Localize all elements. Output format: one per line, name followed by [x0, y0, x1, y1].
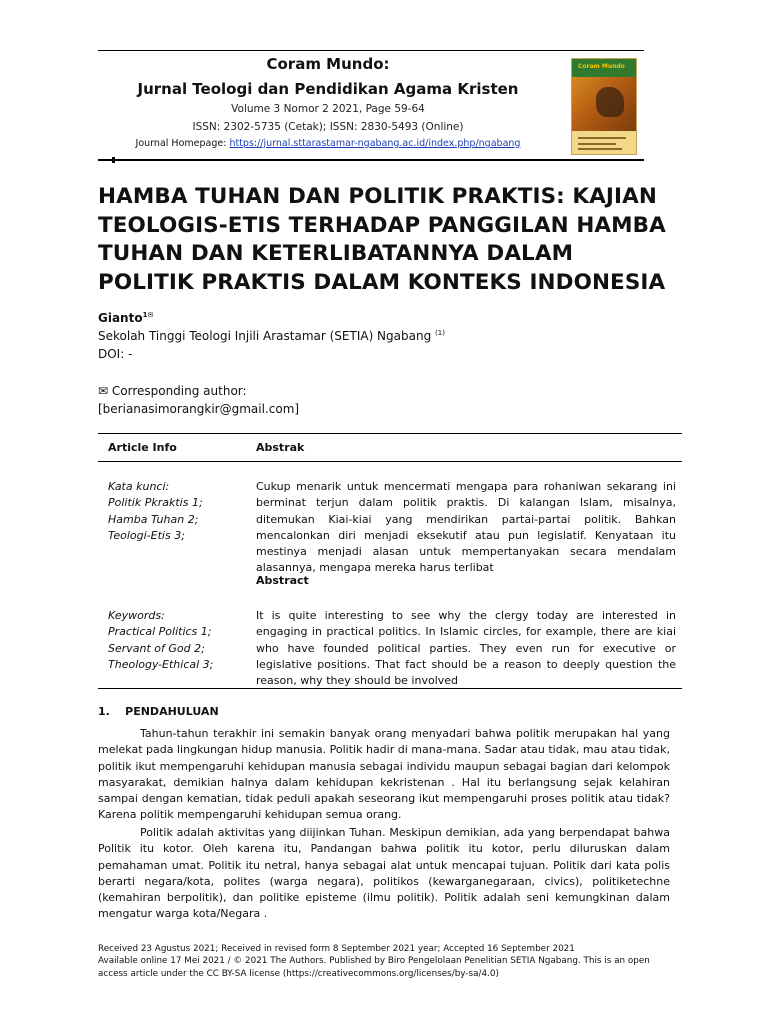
article-title: HAMBA TUHAN DAN POLITIK PRAKTIS: KAJIAN TEOLOGIS-ETIS TERHADAP PANGGILAN HAMBA TUHAN DAN KETERLIBATANNYA DALAM POLITIK PRAKTIS DALAM KONTEKS INDONESIA — [98, 184, 666, 295]
cover-title: Coram Mundo — [578, 63, 625, 70]
journal-cover-image — [571, 58, 637, 155]
author-affiliation — [98, 329, 445, 343]
homepage-label: Journal Homepage: — [135, 138, 227, 149]
abstrak-text: Cukup menarik untuk mencermati mengapa para rohaniwan sekarang ini berminat terjun dalam politik praktis. Di kalangan Islam, misalnya, ditemukan Kiai-kiai yang mendirikan partai-partai politik. Bahkan mencalonkan diri menjadi eksekutif atau pun legislatif. Kenyataan itu mestinya menjadi alasan untuk mempertanyakan secara mendalam alasannya, mengapa mereka harus terlibat — [256, 480, 676, 575]
corresponding-author — [98, 382, 299, 418]
table-rule-bottom — [98, 688, 682, 689]
kata-kunci-item: Teologi-Etis 3; — [108, 528, 185, 542]
journal-homepage — [98, 136, 558, 151]
footer-received: Received 23 Agustus 2021; Received in revised form 8 September 2021 year; Accepted 16 September 2021 — [98, 944, 575, 954]
journal-name: Coram Mundo: — [266, 55, 390, 73]
journal-header — [98, 54, 558, 151]
affiliation-sup: (1) — [435, 329, 445, 337]
table-rule-top — [98, 433, 682, 434]
journal-subtitle: Jurnal Teologi dan Pendidikan Agama Kristen — [137, 80, 519, 98]
corresponding-email: [berianasimorangkir@gmail.com] — [98, 402, 300, 416]
affiliation-text: Sekolah Tinggi Teologi Injili Arastamar (SETIA) Ngabang — [98, 329, 432, 343]
body-paragraph-1: Tahun-tahun terakhir ini semakin banyak orang menyadari bahwa politik merupakan hal yang melekat pada lingkungan hidup manusia. Politik hadir di mana-mana. Sadar atau tidak, mau atau tidak, politik ikut mempengaruhi kehidupan manusia sebagai individu maupun sebagai bagian dari kelompok masyarakat, demikian halnya dalam kehidupan kekristenan . Hal itu berlangsung sejak kelahiran sampai dengan kematian, tidak peduli apakah seseorang ikut mempengaruhi proses politik atau tidak? Karena politik mempengaruhi kehidupan semua orang. — [98, 727, 670, 822]
kata-kunci-label: Kata kunci: — [108, 480, 170, 493]
homepage-link[interactable]: https://jurnal.sttarastamar-ngabang.ac.id/index.php/ngabang — [229, 138, 521, 149]
kata-kunci-list — [108, 479, 248, 544]
keywords-label: Keywords: — [108, 609, 165, 622]
table-rule-header — [98, 461, 682, 462]
header-rule-top — [98, 50, 644, 51]
body-paragraph-2: Politik adalah aktivitas yang diijinkan Tuhan. Meskipun demikian, ada yang berpendapat bahwa Politik itu kotor. Oleh karena itu, Pandangan bahwa politik itu kotor, perlu diluruskan dalam pemahaman umat. Politik itu netral, hanya sebagai alat untuk mencapai tujuan. Politik dari kata polis berarti negara/kota, polites (warga negara), politikos (kewarganegaraan, civics), politiketechne (kemahiran berpolitik), dan politike episteme (ilmu politik). Politik adalah seni kemungkinan dalam mengatur warga kota/Negara . — [98, 826, 670, 921]
keywords-list — [108, 608, 248, 673]
author-text: Gianto — [98, 311, 143, 325]
keyword-item: Servant of God 2; — [108, 641, 205, 655]
article-info-header: Article Info — [108, 441, 177, 454]
doi: DOI: - — [98, 347, 133, 361]
header-rule-tick — [112, 157, 115, 163]
journal-volume: Volume 3 Nomor 2 2021, Page 59-64 — [231, 103, 425, 115]
keyword-item: Practical Politics 1; — [108, 625, 212, 639]
author-sup: 1✉ — [142, 311, 154, 319]
abstract-header: Abstract — [256, 574, 309, 587]
kata-kunci-item: Hamba Tuhan 2; — [108, 512, 199, 526]
footer-info — [98, 943, 678, 980]
keyword-item: Theology-Ethical 3; — [108, 657, 214, 671]
abstrak-header: Abstrak — [256, 441, 305, 454]
header-rule-bottom — [98, 159, 644, 161]
journal-issn: ISSN: 2302-5735 (Cetak); ISSN: 2830-5493 (Online) — [192, 121, 464, 133]
corresponding-label: ✉ Corresponding author: — [98, 384, 247, 398]
author-name — [98, 311, 153, 325]
footer-license: Available online 17 Mei 2021 / © 2021 The Authors. Published by Biro Pengelolaan Penelitian SETIA Ngabang. This is an open access article under the CC BY-SA license (https://creativecommons.org/licenses/by-sa/4.0) — [98, 956, 650, 979]
abstract-text: It is quite interesting to see why the clergy today are interested in engaging in practical politics. In Islamic circles, for example, there are kiai who have founded political parties. They even run for executive or legislative positions. That fact should be a reason to deeply question the reason, why they should be involved — [256, 609, 676, 688]
section-title: 1. PENDAHULUAN — [98, 705, 219, 718]
kata-kunci-item: Politik Pkraktis 1; — [108, 496, 203, 510]
